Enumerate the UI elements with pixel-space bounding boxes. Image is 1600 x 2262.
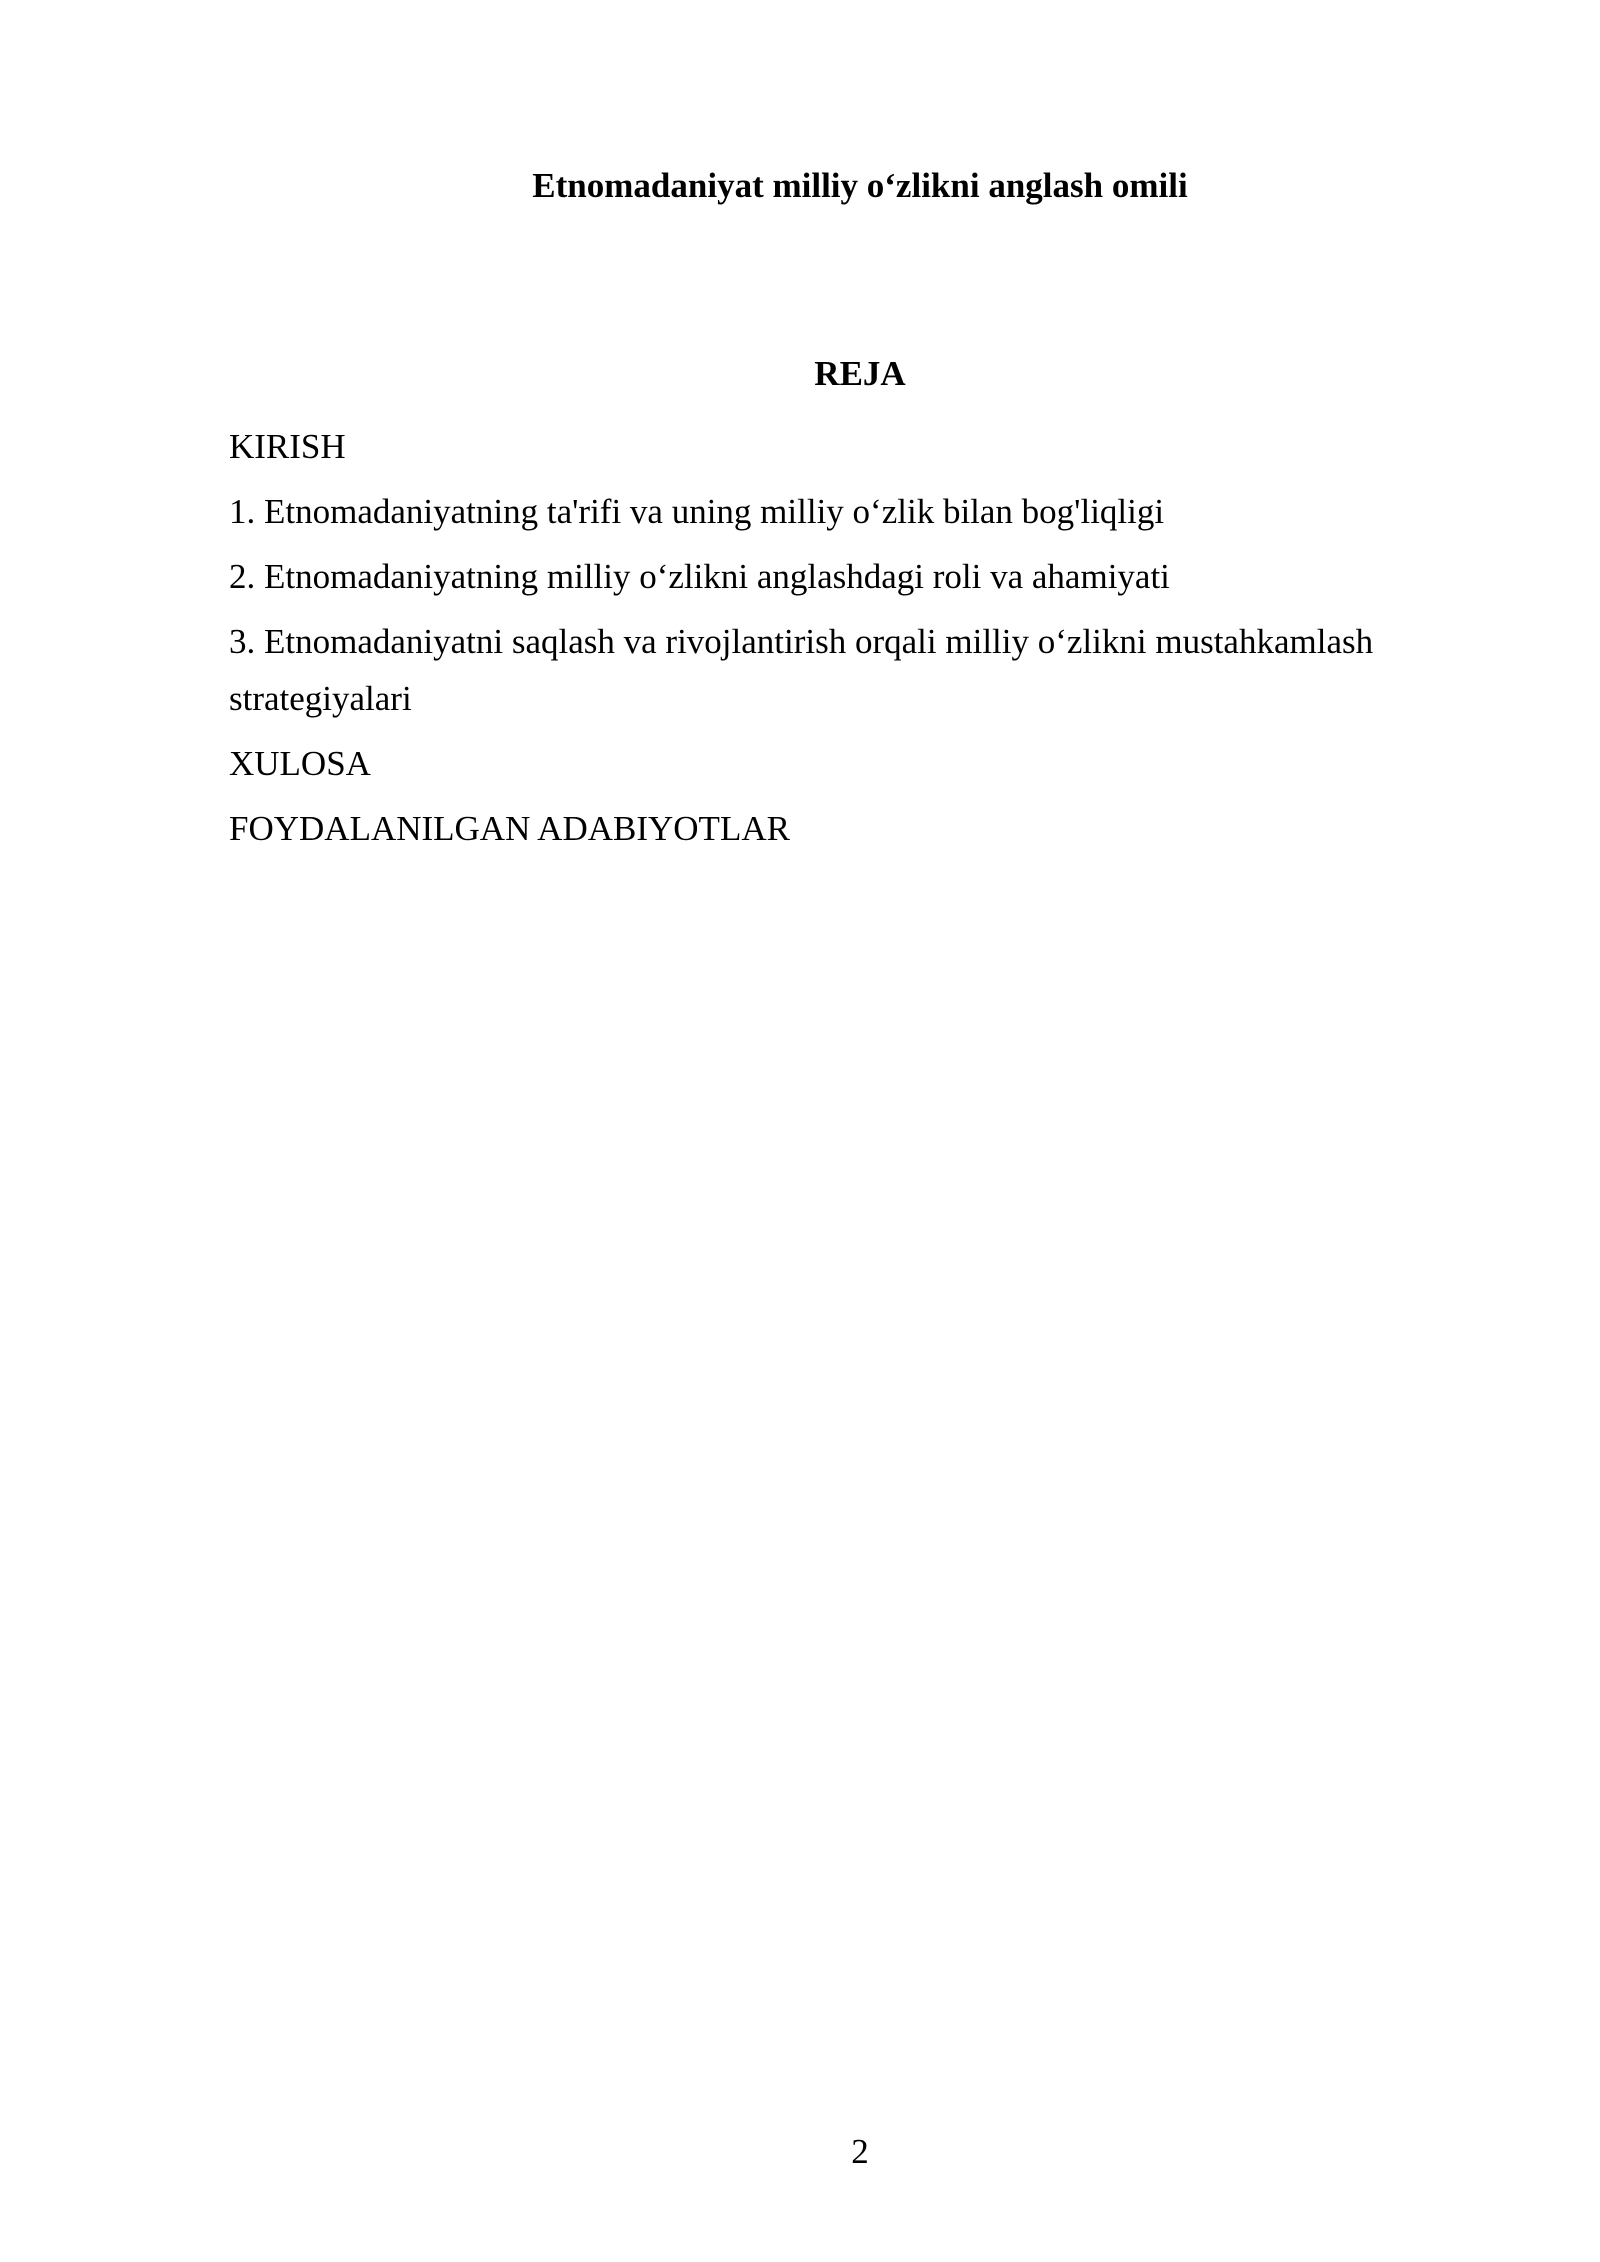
plan-item-1: 1. Etnomadaniyatning ta'rifi va uning milliy o‘zlik bilan bog'liqligi xyxy=(229,492,1165,531)
plan-item-introduction: KIRISH xyxy=(229,427,346,466)
page-number: 2 xyxy=(851,2132,869,2171)
plan-list xyxy=(229,418,1479,865)
document-title: Etnomadaniyat milliy o‘zlikni anglash omili xyxy=(532,166,1188,205)
plan-item-references: FOYDALANILGAN ADABIYOTLAR xyxy=(229,809,790,848)
plan-heading: REJA xyxy=(814,354,906,393)
plan-item-3: 3. Etnomadaniyatni saqlash va rivojlantirish orqali milliy o‘zlikni mustahkamlash strategiyalari xyxy=(229,622,1374,718)
plan-item-conclusion: XULOSA xyxy=(229,744,371,783)
plan-item-2: 2. Etnomadaniyatning milliy o‘zlikni anglashdagi roli va ahamiyati xyxy=(229,557,1170,596)
